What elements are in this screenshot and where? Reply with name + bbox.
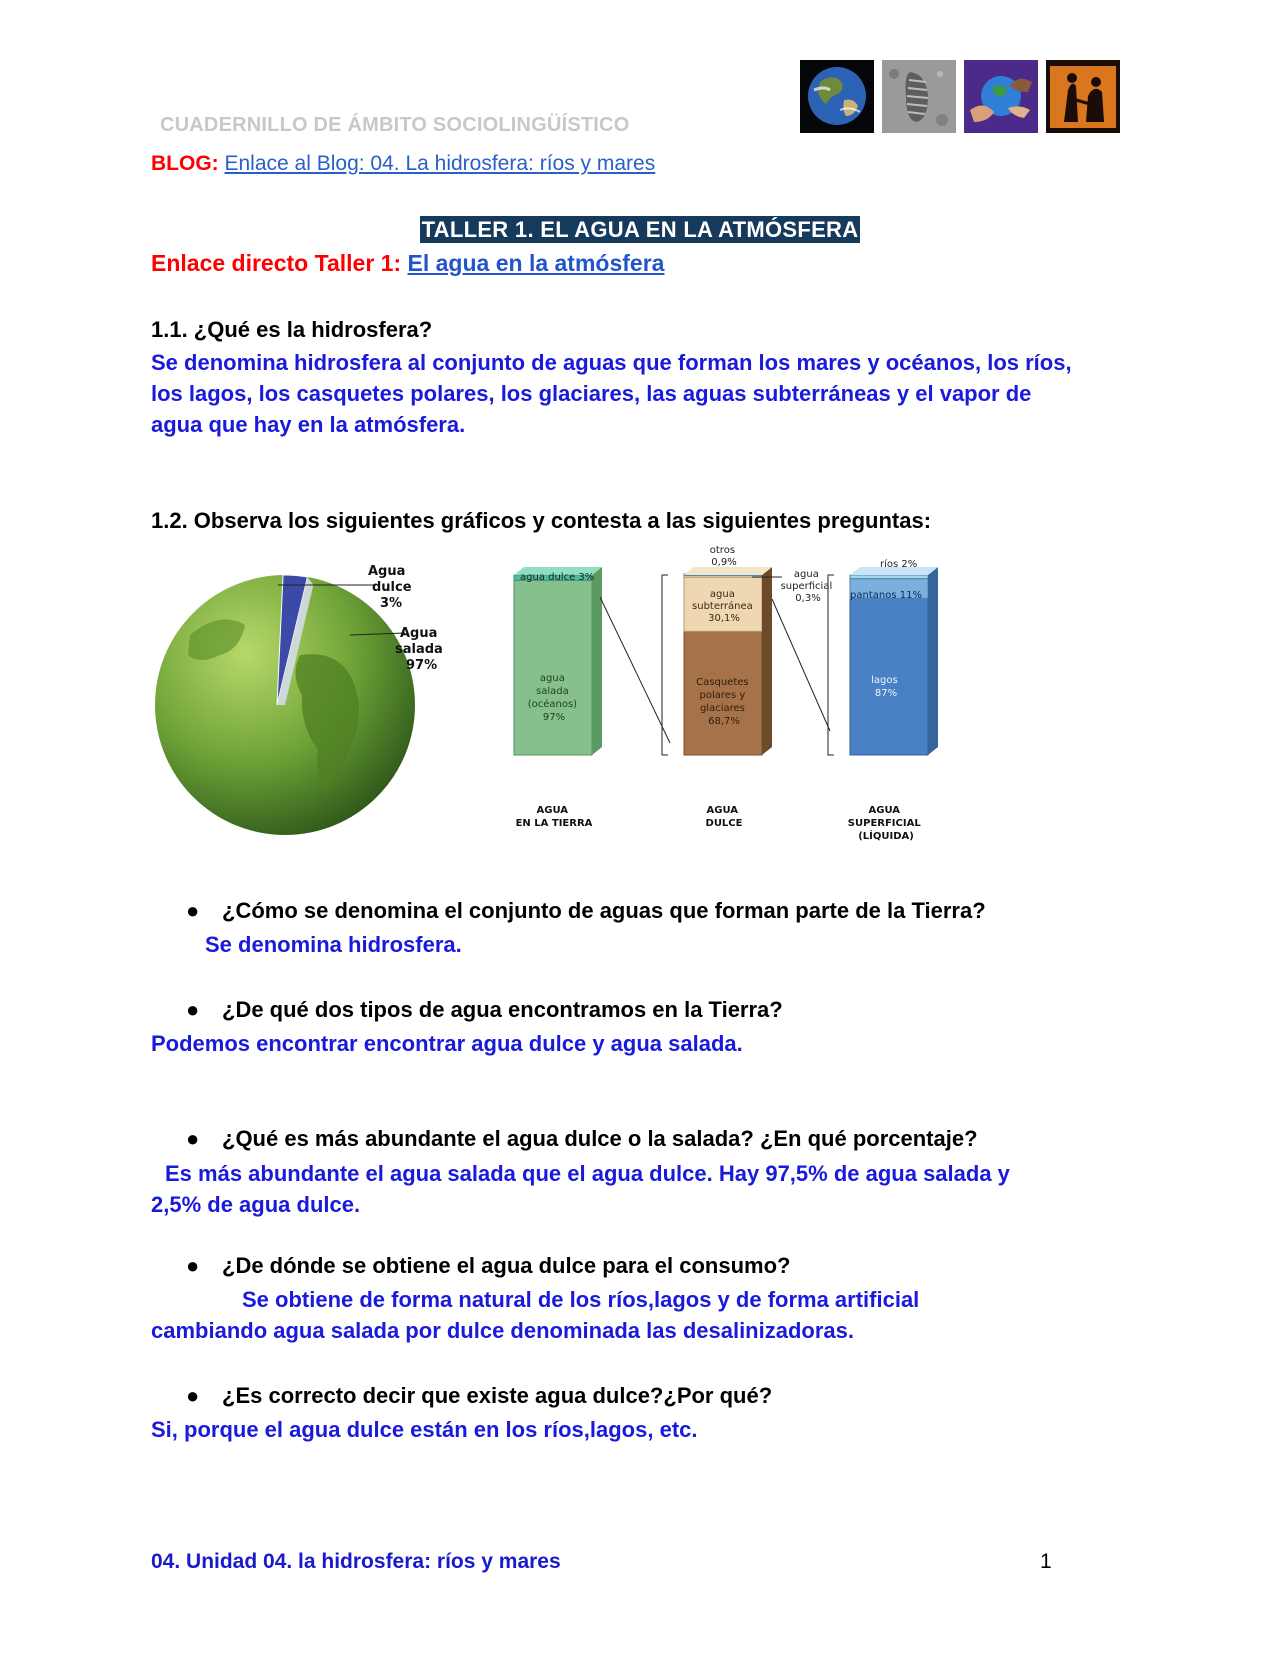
answer-text	[151, 1284, 919, 1346]
answer-line: cambiando agua salada por dulce denominada las desalinizadoras.	[151, 1318, 854, 1343]
connector-line	[600, 597, 670, 743]
category-label-line: EN LA TIERRA	[515, 818, 593, 829]
bar-top-face	[684, 567, 772, 575]
category-label-line: (LÍQUIDA)	[858, 831, 914, 842]
bullet-dot: ●	[186, 1253, 200, 1278]
bar-segment-label-line: agua	[539, 673, 565, 684]
bar-category-label	[848, 805, 924, 842]
header-image-strip	[800, 60, 1120, 133]
direct-link-label: Enlace directo Taller 1:	[151, 250, 402, 276]
category-label-line: AGUA	[706, 805, 739, 816]
connector-line	[772, 599, 830, 731]
bar-label-agua-superficial	[781, 569, 836, 604]
bar-side-face	[928, 567, 938, 755]
bullet-question	[186, 898, 986, 924]
bar-label-line: agua	[793, 569, 819, 580]
bar-label-agua-dulce: agua dulce 3%	[520, 572, 595, 583]
answer-line: 2,5% de agua dulce.	[151, 1192, 361, 1217]
bar-segment-label-line: 30,1%	[708, 613, 740, 624]
answer-1-1-line: Se denomina hidrosfera al conjunto de aguas que forman los mares y océanos, los ríos,	[151, 350, 1072, 375]
stacked-bar-chart	[500, 545, 990, 850]
bullet-dot: ●	[186, 1126, 200, 1151]
bullet-dot: ●	[186, 1383, 200, 1408]
taller-title-row	[0, 217, 1280, 243]
bar-segment-label-line: (océanos)	[527, 699, 578, 710]
question-text: ¿De dónde se obtiene el agua dulce para el consumo?	[222, 1253, 791, 1278]
bullet-dot: ●	[186, 898, 200, 923]
blog-label: BLOG:	[151, 152, 219, 175]
greek-vase-photo	[1046, 60, 1120, 133]
answer-text	[151, 1158, 1010, 1220]
bar-segment-label-line: lagos	[871, 675, 898, 686]
direct-link[interactable]: El agua en la atmósfera	[407, 250, 665, 276]
bar-segment-label-line: polares y	[699, 690, 746, 701]
bar-segment-label-line: 97%	[542, 712, 566, 723]
question-text: ¿Cómo se denomina el conjunto de aguas que forman parte de la Tierra?	[222, 898, 986, 923]
bar-segment-label-line: 68,7%	[708, 716, 740, 727]
earth-photo	[800, 60, 874, 133]
pie-label-line: Agua	[368, 564, 406, 579]
bar-segment-agua-salada	[514, 580, 592, 755]
pie-label-line: salada	[395, 642, 443, 657]
bar-segment-label-line: Casquetes	[696, 677, 749, 688]
bar-segment-rios	[850, 575, 928, 579]
bar-segment-label-line: agua	[709, 589, 735, 600]
question-1-1: 1.1. ¿Qué es la hidrosfera?	[151, 317, 433, 342]
category-label-line: AGUA	[536, 805, 569, 816]
bar-segment-label-line: glaciares	[699, 703, 745, 714]
bullet-dot: ●	[186, 997, 200, 1022]
taller-title: TALLER 1. EL AGUA EN LA ATMÓSFERA	[421, 217, 859, 242]
answer-line: Se obtiene de forma natural de los ríos,lagos y de forma artificial	[242, 1287, 920, 1312]
pie-label-line: Agua	[400, 626, 438, 641]
answer-text: Se denomina hidrosfera.	[205, 932, 462, 957]
blog-line	[151, 152, 655, 176]
pie-label-dulce	[368, 564, 416, 611]
moon-footprint-photo	[882, 60, 956, 133]
bar-category-label	[516, 805, 593, 829]
question-1-2: 1.2. Observa los siguientes gráficos y contesta a las siguientes preguntas:	[151, 508, 932, 533]
bar-label-otros	[710, 545, 738, 568]
bar-segment-label-line: 87%	[874, 688, 898, 699]
category-label-line: DULCE	[705, 818, 743, 829]
direct-link-line	[151, 250, 664, 277]
answer-1-1-line: agua que hay en la atmósfera.	[151, 412, 466, 437]
answer-text: Si, porque el agua dulce están en los ríos,lagos, etc.	[151, 1417, 698, 1442]
footer-unit-title: 04. Unidad 04. la hidrosfera: ríos y mares	[151, 1550, 561, 1573]
bullet-question	[186, 1383, 772, 1409]
answer-1-1	[151, 347, 1072, 440]
page-number: 1	[1040, 1550, 1052, 1573]
bar-segment-label: pantanos 11%	[850, 590, 922, 601]
bar-segment-label-line: salada	[536, 686, 569, 697]
bar-label-line: otros	[709, 545, 736, 556]
question-text: ¿De qué dos tipos de agua encontramos en la Tierra?	[222, 997, 783, 1022]
bar-side-face	[762, 567, 772, 755]
pie-label-line: dulce	[372, 580, 412, 595]
pie-label-line: 97%	[406, 658, 438, 673]
bar-label-line: 0,9%	[711, 557, 737, 568]
pie-chart-globe	[150, 555, 460, 855]
bullet-question	[186, 1126, 978, 1152]
category-label-line: AGUA	[868, 805, 901, 816]
answer-1-1-line: los lagos, los casquetes polares, los glaciares, las aguas subterráneas y el vapor de	[151, 381, 1032, 406]
pie-label-line: 3%	[380, 596, 403, 611]
bar-segment-label-line: subterránea	[692, 601, 753, 612]
bar-label-rios: ríos 2%	[880, 559, 918, 570]
bar-label-line: 0,3%	[795, 593, 821, 604]
bar-label-line: superficial	[780, 581, 833, 592]
answer-text: Podemos encontrar encontrar agua dulce y agua salada.	[151, 1031, 743, 1056]
bullet-question	[186, 997, 783, 1023]
hands-globe-photo	[964, 60, 1038, 133]
bullet-question	[186, 1253, 790, 1279]
blog-link[interactable]: Enlace al Blog: 04. La hidrosfera: ríos y mares	[224, 152, 656, 175]
question-text: ¿Qué es más abundante el agua dulce o la salada? ¿En qué porcentaje?	[222, 1126, 978, 1151]
bar-category-label	[706, 805, 743, 829]
bar-side-face	[592, 567, 602, 755]
answer-line: Es más abundante el agua salada que el agua dulce. Hay 97,5% de agua salada y	[165, 1161, 1010, 1186]
category-label-line: SUPERFICIAL	[847, 818, 921, 829]
question-text: ¿Es correcto decir que existe agua dulce?¿Por qué?	[222, 1383, 773, 1408]
document-header-title: CUADERNILLO DE ÁMBITO SOCIOLINGÜÍSTICO	[160, 114, 630, 136]
